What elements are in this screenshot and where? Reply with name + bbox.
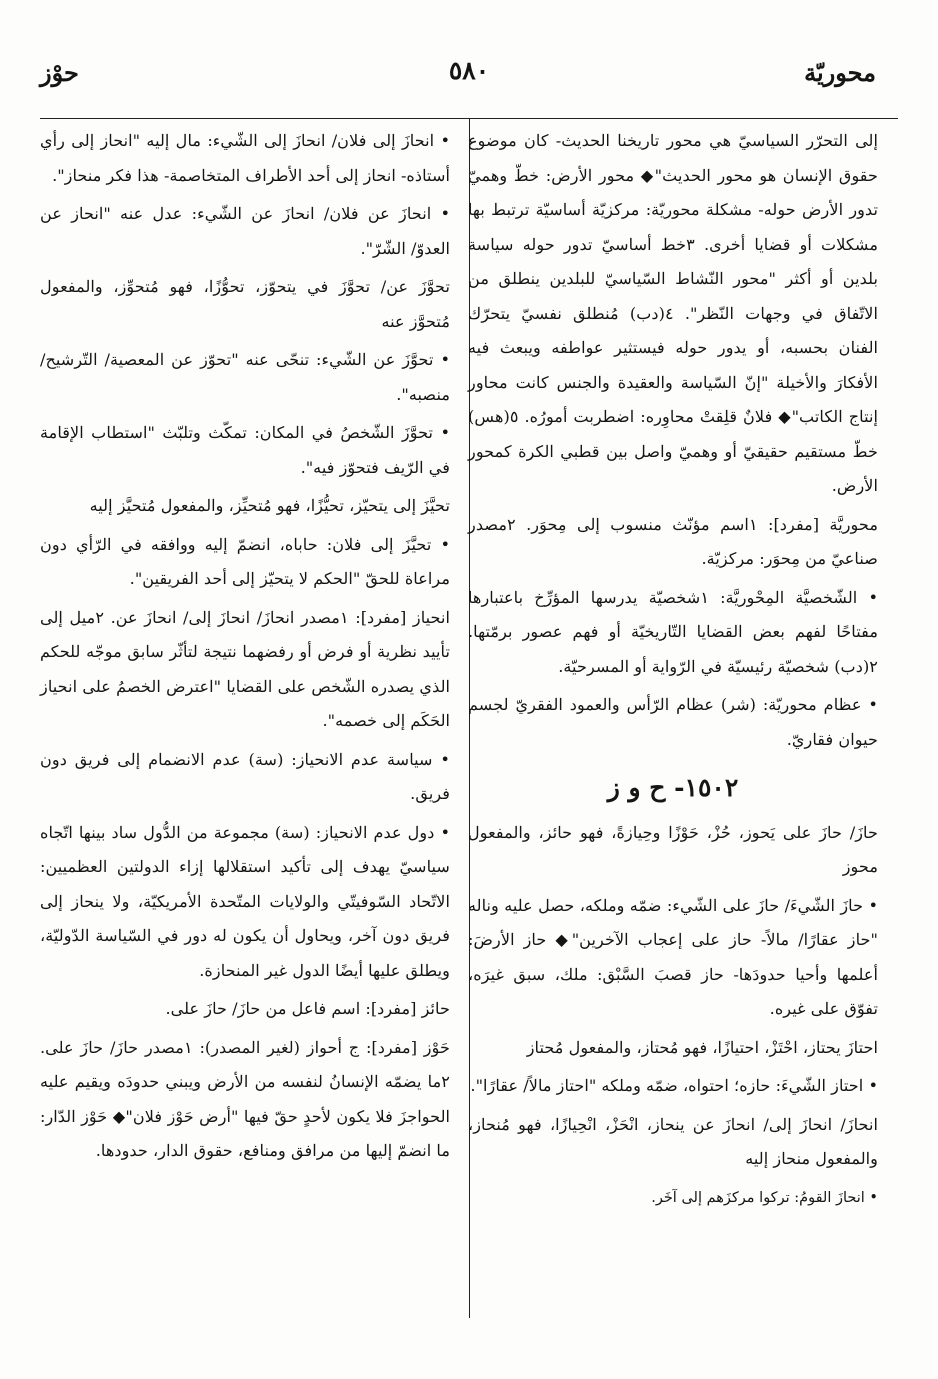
entry-paragraph: محوريَّة [مفرد]: ١اسم مؤنّث منسوب إلى مِحوَر. ٢مصدر صناعيّ من مِحوَر: مركزيّة. (468, 514, 878, 568)
entry-paragraph: تحيَّزَ إلى يتحيّز، تحيُّزًا، فهو مُتحيِّز، والمفعول مُتحيَّز إليه (89, 496, 450, 515)
entry-paragraph: • تحوَّزَ الشّخصُ في المكان: تمكّث وتلبّث "استطاب الإقامة في الرّيف فتحوّز فيه". (40, 416, 450, 485)
entry-paragraph: • عظام محوريّة: (شر) عظام الرّأس والعمود الفقريّ لجسم حيوان فقاريّ. (468, 688, 878, 757)
entry-paragraph: • سياسة عدم الانحياز: (سة) عدم الانضمام إلى فريق دون فريق. (40, 743, 450, 812)
entry-paragraph: • الشّخصيَّة المِحْوريَّة: ١شخصيّة يدرسها المؤرِّخ باعتبارها مفتاحًا لفهم بعض القضايا التّاريخيّة أو فهم عصور برمّتها. ٢(دب) شخصيّة رئيسيّة في الرّواية أو المسرحيّة. (468, 581, 878, 685)
entry-paragraph: حَوْز [مفرد]: ج أحواز (لغير المصدر): ١مصدر حازَ/ حازَ على. ٢ما يضمّه الإنسانُ لنفسه من الأرض ويبني حدودَه ويقيم عليه الحواجزَ فلا يكون لأحدٍ حقّ فيها "أرض حَوْز فلان"◆ حَوْز الدّار: ما انضمّ إليها من مرافق ومنافع، حقوق الدار، حدودها. (40, 1037, 450, 1160)
root-heading: ١٥٠٢- ح و ز (607, 773, 739, 802)
left-column (40, 124, 450, 1173)
running-headword-left: حوْز (40, 58, 79, 87)
entry-paragraph: • تحيَّزَ إلى فلان: حاباه، انضمّ إليه ووافقه في الرّأي دون مراعاة للحقّ "الحكم لا يتحيّز إلى أحد الفريقين". (40, 528, 450, 597)
entry-paragraph: • حازَ الشّيءَ/ حازَ على الشّيء: ضمّه وملكه، حصل عليه وناله "حاز عقارًا/ مالاً- حاز على إعجاب الآخرين"◆ حاز الأرضَ: أعلمها وأحيا حدودَها- حاز قصبَ السَّبْق: ملك، سبق غيرَه، تفوّق على غيره. (468, 889, 878, 1027)
entry-paragraph: • انحازَ عن فلان/ انحازَ عن الشّيء: عدل عنه "انحاز عن العدوّ/ الشّرّ". (40, 197, 450, 266)
entry-paragraph: حائز [مفرد]: اسم فاعل من حازَ/ حازَ على. (165, 999, 450, 1018)
entry-paragraph: إلى التحرّر السياسيّ هي محور تاريخنا الحديث- كان موضوع حقوق الإنسان هو محور الحديث"◆ محور الأرض: خطّ وهميّ تدور الأرض حوله- مشكلة محوريّة: مركزيّة أساسيّة ترتبط بها مشكلات أو قضايا أخرى. ٣خط أساسيّ تدور حوله سياسة بلدين أو أكثر "محور النّشاط السّياسيّ للبلدين ينطلق من الاتّفاق في وجهات النّظر". ٤(دب) مُنطلق نفسيّ يتحرّك الفنان بحسبه، أو يدور حوله فيستثير عواطفه ويبعث فيه الأفكارَ والأخيلة "إنّ السّياسة والعقيدة والجنس كانت محاور إنتاج الكاتب"◆ فلانٌ قلِقتْ محاوِره: اضطربت أمورُه. ٥(هس) خطّ مستقيم حقيقيّ أو وهميّ واصل بين قطبي الكرة كمحور الأرض. (468, 131, 878, 495)
entry-paragraph: انحازَ/ انحازَ إلى/ انحازَ عن ينحاز، انْحَزْ، انْحِيازًا، فهو مُنحاز، والمفعول منحاز إليه (468, 1114, 878, 1168)
entry-paragraph: • تحوَّزَ عن الشّيء: تنحّى عنه "تحوّز عن المعصية/ التّرشيح/ منصبه". (40, 343, 450, 412)
entry-paragraph: حازَ/ حازَ على يَحوز، حُزْ، حَوْزًا وحِيازةً، فهو حائز، والمفعول محوز (468, 822, 878, 876)
entry-paragraph: • انحازَ إلى فلان/ انحازَ إلى الشّيء: مال إليه "انحاز إلى رأي أستاذه- انحاز إلى أحد الأطراف المتخاصمة- هذا فكر منحاز". (40, 124, 450, 193)
entry-paragraph: • احتاز الشّيءَ: حازه؛ احتواه، ضمّه وملكه "احتاز مالاً/ عقارًا". (468, 1069, 878, 1104)
entry-paragraph: انحياز [مفرد]: ١مصدر انحازَ/ انحازَ إلى/ انحازَ عن. ٢ميل إلى تأييد نظرية أو فرض أو رفضهما نتيجة لتأثّر سابق موجّه للحكم الذي يصدره الشّخص على القضايا "اعترض الخصمُ على انحياز الحَكَم إلى خصمه". (40, 607, 450, 730)
running-headword-right: محوريّة (804, 58, 876, 87)
entry-paragraph: احتازَ يحتاز، احْتَزْ، احتيازًا، فهو مُحتاز، والمفعول مُحتاز (526, 1037, 878, 1057)
entry-paragraph: • دول عدم الانحياز: (سة) مجموعة من الدُّول ساد بينها اتّجاه سياسيّ يهدف إلى تأكيد استقلالها إزاء الدولتين العظميين: الاتّحاد السّوفيتّي والولايات المتّحدة الأمريكيّة، ولا ينحاز إلى فريق دون آخر، ويحاول أن يكون له دور في السّياسة الدّوليّة، ويطلق عليها أيضًا الدول غير المنحازة. (40, 816, 450, 989)
page-header (40, 48, 898, 119)
page-number: ٥٨٠ (448, 56, 490, 85)
entry-paragraph: • انحازَ القومُ: تركوا مركزَهم إلى آخَر. (468, 1181, 878, 1216)
entry-paragraph: تحوَّزَ عن/ تحوَّزَ في يتحوّز، تحوُّزًا، فهو مُتحوِّز، والمفعول مُتحوَّز عنه (40, 277, 450, 331)
right-column (468, 124, 878, 1219)
